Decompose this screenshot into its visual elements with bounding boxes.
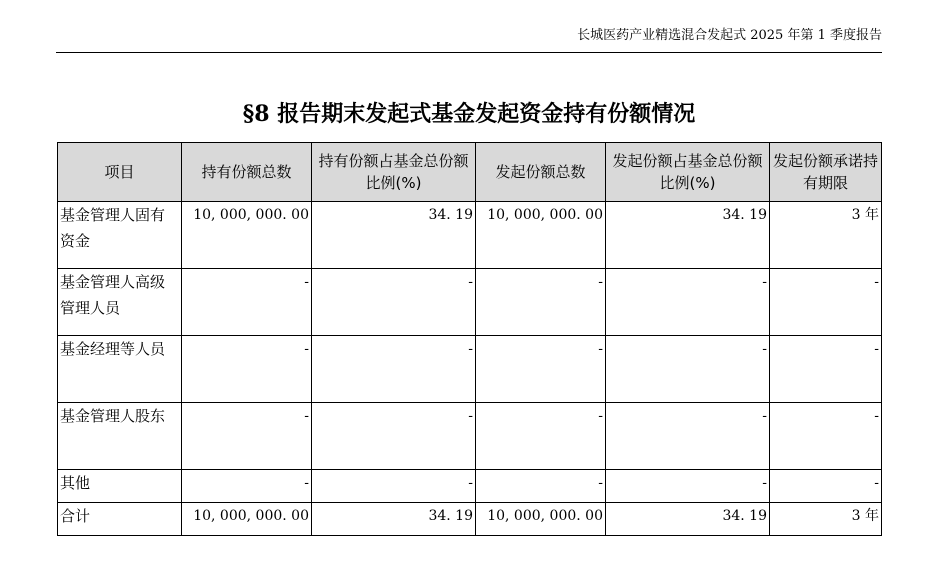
column-header-held-shares: 持有份额总数 [182, 143, 312, 202]
table-row [58, 202, 882, 269]
holding-period-cell: 3 年 [770, 503, 882, 536]
initiating-shares-cell: - [476, 470, 606, 503]
initiating-ratio-cell: 34. 19 [606, 503, 770, 536]
row-label: 基金管理人高级管理人员 [58, 269, 182, 336]
initiating-shares-cell: 10, 000, 000. 00 [476, 202, 606, 269]
table-row [58, 403, 882, 470]
initiating-ratio-cell: - [606, 403, 770, 470]
held-ratio-cell: 34. 19 [312, 503, 476, 536]
holding-period-cell: 3 年 [770, 202, 882, 269]
table-row [58, 336, 882, 403]
row-label: 基金管理人股东 [58, 403, 182, 470]
held-ratio-cell: 34. 19 [312, 202, 476, 269]
header-divider [56, 52, 882, 53]
holding-period-cell: - [770, 470, 882, 503]
table-row-total [58, 503, 882, 536]
table-row [58, 269, 882, 336]
held-shares-cell: - [182, 269, 312, 336]
holding-period-cell: - [770, 269, 882, 336]
section-title: §8 报告期末发起式基金发起资金持有份额情况 [242, 101, 696, 127]
initiating-ratio-cell: - [606, 336, 770, 403]
row-label: 基金经理等人员 [58, 336, 182, 403]
held-ratio-cell: - [312, 269, 476, 336]
held-ratio-cell: - [312, 403, 476, 470]
held-shares-cell: 10, 000, 000. 00 [182, 503, 312, 536]
column-header-held-ratio: 持有份额占基金总份额比例(%) [312, 143, 476, 202]
row-label: 其他 [58, 470, 182, 503]
held-ratio-cell: - [312, 470, 476, 503]
held-ratio-cell: - [312, 336, 476, 403]
column-header-holding-period: 发起份额承诺持有期限 [770, 143, 882, 202]
initiating-ratio-cell: - [606, 470, 770, 503]
table-header-row [58, 143, 882, 202]
holding-period-cell: - [770, 336, 882, 403]
initiating-shares-cell: - [476, 403, 606, 470]
held-shares-cell: - [182, 336, 312, 403]
row-label: 基金管理人固有资金 [58, 202, 182, 269]
initiating-shares-cell: - [476, 269, 606, 336]
holding-period-cell: - [770, 403, 882, 470]
held-shares-cell: - [182, 403, 312, 470]
column-header-initiating-ratio: 发起份额占基金总份额比例(%) [606, 143, 770, 202]
column-header-initiating-shares: 发起份额总数 [476, 143, 606, 202]
report-header-title: 长城医药产业精选混合发起式 2025 年第 1 季度报告 [577, 28, 882, 43]
initiating-shares-cell: - [476, 336, 606, 403]
row-label: 合计 [58, 503, 182, 536]
initiating-ratio-cell: 34. 19 [606, 202, 770, 269]
table-row [58, 470, 882, 503]
held-shares-cell: - [182, 470, 312, 503]
initiating-shares-cell: 10, 000, 000. 00 [476, 503, 606, 536]
holdings-table [57, 142, 882, 536]
held-shares-cell: 10, 000, 000. 00 [182, 202, 312, 269]
column-header-item: 项目 [58, 143, 182, 202]
initiating-ratio-cell: - [606, 269, 770, 336]
